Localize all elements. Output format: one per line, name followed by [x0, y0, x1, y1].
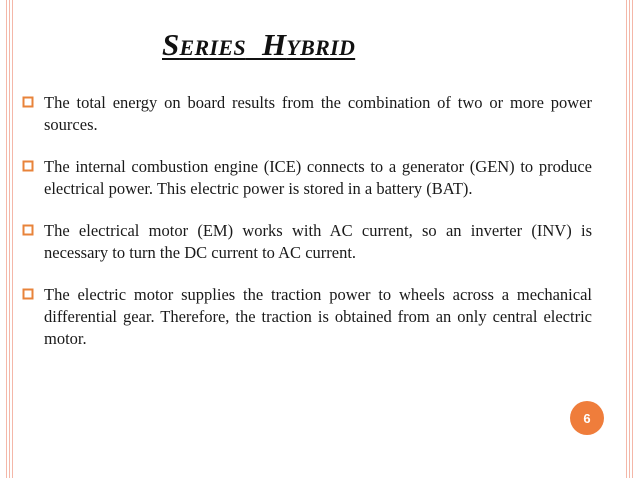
bullet-text: The total energy on board results from the combination of two or more power sources.	[44, 93, 592, 134]
hollow-square-bullet-icon	[22, 160, 34, 172]
hollow-square-bullet-icon	[22, 288, 34, 300]
right-border-line	[632, 0, 633, 478]
bullet-text: The internal combustion engine (ICE) connects to a generator (GEN) to produce electrical power. This electric power is stored in a battery (BAT).	[44, 157, 592, 198]
slide-title	[162, 27, 355, 66]
hollow-square-bullet-icon	[22, 224, 34, 236]
hollow-square-bullet-icon	[22, 96, 34, 108]
bullet-text: The electric motor supplies the traction power to wheels across a mechanical differential gear. Therefore, the traction is obtained from an only central electric motor.	[44, 285, 592, 348]
bullet-item	[22, 156, 592, 200]
left-border-line	[6, 0, 7, 478]
left-border-line	[12, 0, 13, 478]
right-border-line	[629, 0, 630, 478]
right-border-line	[626, 0, 627, 478]
bullet-item	[22, 284, 592, 350]
title-initial: H	[261, 27, 287, 62]
left-border-line	[9, 0, 10, 478]
title-word-rest: ERIES	[179, 35, 246, 60]
title-initial: S	[162, 27, 180, 62]
bullet-list	[22, 92, 592, 370]
bullet-text: The electrical motor (EM) works with AC current, so an inverter (INV) is necessary to turn the DC current to AC current.	[44, 221, 592, 262]
bullet-item	[22, 220, 592, 264]
bullet-item	[22, 92, 592, 136]
page-number-badge: 6	[570, 401, 604, 435]
title-word-rest: YBRID	[286, 35, 356, 60]
